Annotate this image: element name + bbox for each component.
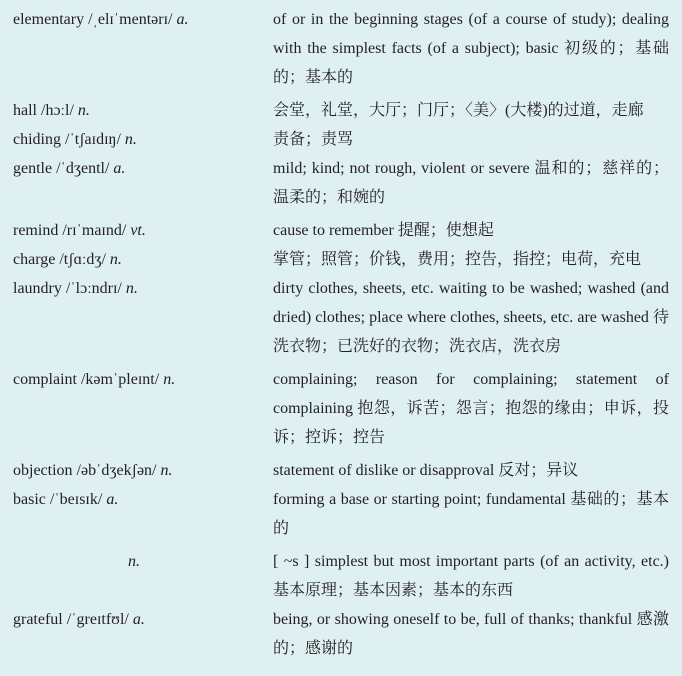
entry-objection [0,456,682,485]
word: laundry [13,280,62,297]
headword [0,274,260,303]
definition: statement of dislike or disapproval 反对；异议 [273,462,579,479]
word: grateful [13,611,63,628]
word: remind [13,222,59,239]
headword [0,216,260,245]
headword [0,605,260,634]
word: charge [13,251,56,268]
word: gentle [13,160,53,177]
word: elementary [13,11,85,28]
entry-remind [0,216,682,245]
word: basic [13,491,46,508]
entry-laundry [0,274,682,361]
part-of-speech: a. [113,160,126,177]
definition: forming a base or starting point; fundamental 基础的；基本的 [273,491,669,537]
pronunciation: /ˈgreɪtfʊl/ [66,611,129,628]
headword [0,154,260,183]
headword [0,96,260,125]
definition: 会堂，礼堂，大厅；门厅；〈美〉(大楼)的过道，走廊 [273,102,644,119]
word: hall [13,102,37,119]
definition: dirty clothes, sheets, etc. waiting to be washed; washed (and dried) clothes; place where clothes, sheets, etc. are washed 待洗衣物；已洗好的衣物；洗衣店，洗衣房 [273,280,669,355]
headword [0,125,260,154]
definition: complaining; reason for complaining; statement of complaining 抱怨，诉苦；怨言；抱怨的缘由；申诉，投诉；控诉；控告 [273,371,669,446]
part-of-speech: n. [163,371,176,388]
definition: cause to remember 提醒；使想起 [273,222,494,239]
part-of-speech: n. [77,102,90,119]
entry-charge [0,245,682,274]
entry-hall [0,96,682,125]
headword [0,547,260,576]
part-of-speech: a. [176,11,189,28]
part-of-speech: n. [128,553,140,570]
definition: 责备；责骂 [273,131,354,148]
entry-chiding [0,125,682,154]
pronunciation: /əbˈdʒekʃən/ [76,462,157,479]
headword [0,5,260,34]
entry-complaint [0,365,682,452]
definition: 掌管；照管；价钱，费用；控告，指控；电荷，充电 [273,251,642,268]
definition: of or in the beginning stages (of a course of study); dealing with the simplest facts (of a subject); basic 初级的；基础的；基本的 [273,11,669,86]
headword [0,485,260,514]
part-of-speech: a. [106,491,119,508]
definition: being, or showing oneself to be, full of thanks; thankful 感激的；感谢的 [273,611,669,657]
headword [0,245,260,274]
entry-elementary [0,5,682,92]
entry-gentle [0,154,682,212]
headword [0,365,260,394]
definition: mild; kind; not rough, violent or severe 温和的；慈祥的；温柔的；和婉的 [273,160,669,206]
word: complaint [13,371,77,388]
pronunciation: /ˌelɪˈmentərɪ/ [88,11,173,28]
entry-basic-noun [0,547,682,605]
pronunciation: /ˈtʃaɪdɪŋ/ [65,131,121,148]
word: objection [13,462,73,479]
pronunciation: /kəmˈpleɪnt/ [80,371,160,388]
pronunciation: /tʃɑːdʒ/ [59,251,106,268]
part-of-speech: a. [132,611,145,628]
pronunciation: /ˈlɔːndrɪ/ [65,280,122,297]
pronunciation: /ˈdʒentl/ [56,160,110,177]
part-of-speech: n. [125,280,138,297]
pronunciation: /rɪˈmaɪnd/ [62,222,127,239]
part-of-speech: n. [160,462,173,479]
pronunciation: /hɔːl/ [41,102,74,119]
headword [0,456,260,485]
part-of-speech: n. [109,251,122,268]
word: chiding [13,131,61,148]
entry-grateful [0,605,682,663]
entry-basic [0,485,682,543]
definition: [ ~s ] simplest but most important parts (of an activity, etc.) 基本原理；基本因素；基本的东西 [273,553,669,599]
part-of-speech: vt. [130,222,146,239]
part-of-speech: n. [124,131,137,148]
pronunciation: /ˈbeɪsɪk/ [49,491,103,508]
